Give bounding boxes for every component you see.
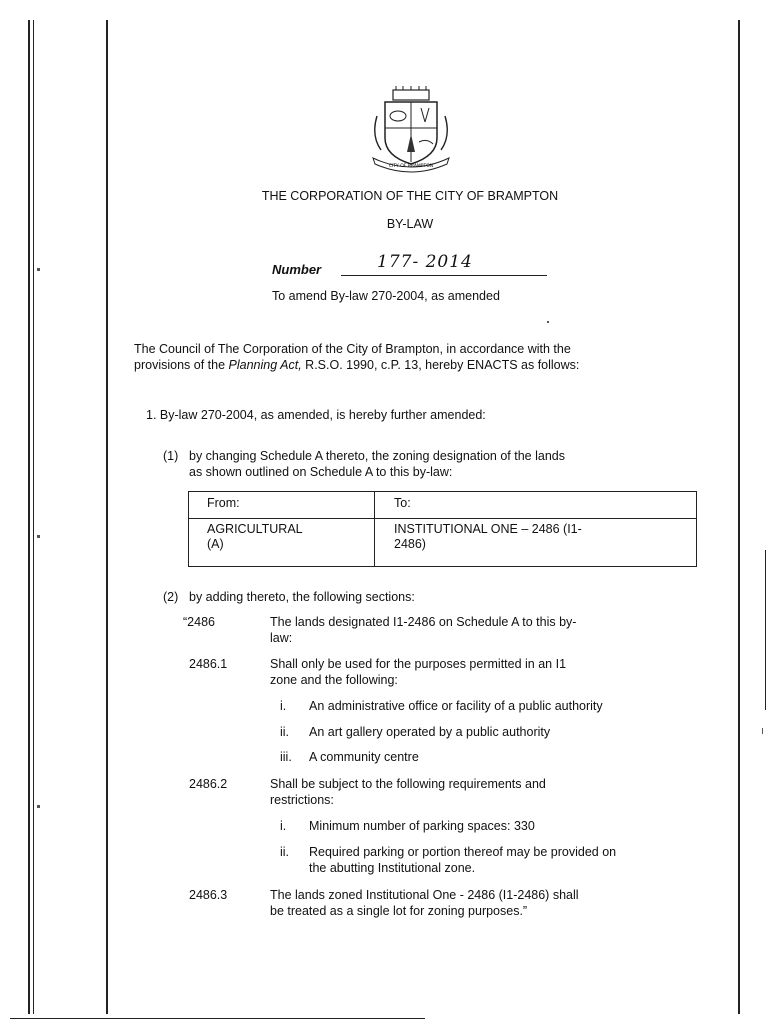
scan-speck [762,728,763,734]
scan-speck [37,268,40,271]
crest-banner-text: CITY OF BRAMPTON [388,164,434,169]
table-to-line: INSTITUTIONAL ONE – 2486 (I1- [394,522,582,536]
sub-2-marker: (2) [163,590,179,604]
sub-1-line-1: by changing Schedule A thereto, the zoning designation of the lands [189,449,565,463]
preamble-line-2 [134,358,579,373]
table-to-value [394,522,582,552]
table-header-from: From: [207,496,240,510]
section-number: 2486.2 [189,777,228,791]
zoning-table-divider [374,492,375,566]
right-edge-line [765,550,766,710]
list-marker: i. [280,819,287,833]
section-number: 2486.1 [189,657,228,671]
zoning-table-header-row [189,492,696,519]
table-from-value [207,522,303,552]
sub-1-line-2: as shown outlined on Schedule A to this by-law: [189,465,453,479]
bylaw-number-handwritten: 177- 2014 [377,252,473,272]
section-2486-3-line-1: The lands zoned Institutional One - 2486 (I1-2486) shall [270,888,579,902]
list-marker: ii. [280,725,290,739]
planning-act-title: Planning Act, [228,358,302,372]
left-margin-line [106,20,108,1014]
preamble-line-1: The Council of The Corporation of the City of Brampton, in accordance with the [134,342,571,356]
preamble-text: provisions of the [134,358,229,372]
bottom-rule [10,1018,425,1019]
table-to-line: 2486) [394,537,426,551]
corporation-title: THE CORPORATION OF THE CITY OF BRAMPTON [261,189,559,203]
sub-2-text: by adding thereto, the following sections: [189,590,415,604]
list-item: A community centre [309,750,419,764]
table-from-line: AGRICULTURAL [207,522,303,536]
section-2486-3-line-2: be treated as a single lot for zoning purposes.” [270,904,528,918]
number-label: Number [272,262,322,277]
list-item: Required parking or portion thereof may be provided on [309,845,617,859]
section-2486-1-line-2: zone and the following: [270,673,398,687]
section-number: 2486.3 [189,888,228,902]
list-marker: ii. [280,845,290,859]
crest-icon [363,86,459,174]
list-marker: i. [280,699,287,713]
section-number: “2486 [183,615,215,629]
doc-type: BY-LAW [386,217,434,231]
item-1: 1. By-law 270-2004, as amended, is hereby further amended: [146,408,486,422]
section-2486-1-line-1: Shall only be used for the purposes permitted in an I1 [270,657,567,671]
scan-speck [37,535,40,538]
left-border-outer [28,20,30,1014]
right-margin-line [738,20,740,1014]
table-header-to: To: [394,496,411,510]
list-item: An art gallery operated by a public authority [309,725,551,739]
list-item: Minimum number of parking spaces: 330 [309,819,535,833]
section-2486-2-line-2: restrictions: [270,793,334,807]
number-underline [341,275,547,276]
preamble-text: R.S.O. 1990, c.P. 13, hereby ENACTS as follows: [301,358,580,372]
sub-1-marker: (1) [163,449,179,463]
section-2486-line-2: law: [270,631,293,645]
table-from-line: (A) [207,537,224,551]
section-2486-2-line-1: Shall be subject to the following requirements and [270,777,546,791]
zoning-table [188,491,697,567]
city-crest-logo [363,86,459,174]
scan-speck [547,321,549,323]
list-marker: iii. [280,750,292,764]
list-item: An administrative office or facility of a public authority [309,699,603,713]
amend-line: To amend By-law 270-2004, as amended [272,289,500,303]
left-border-inner [33,20,34,1014]
section-2486-line-1: The lands designated I1-2486 on Schedule A to this by- [270,615,577,629]
list-item-continued: the abutting Institutional zone. [309,861,476,875]
scan-speck [37,805,40,808]
